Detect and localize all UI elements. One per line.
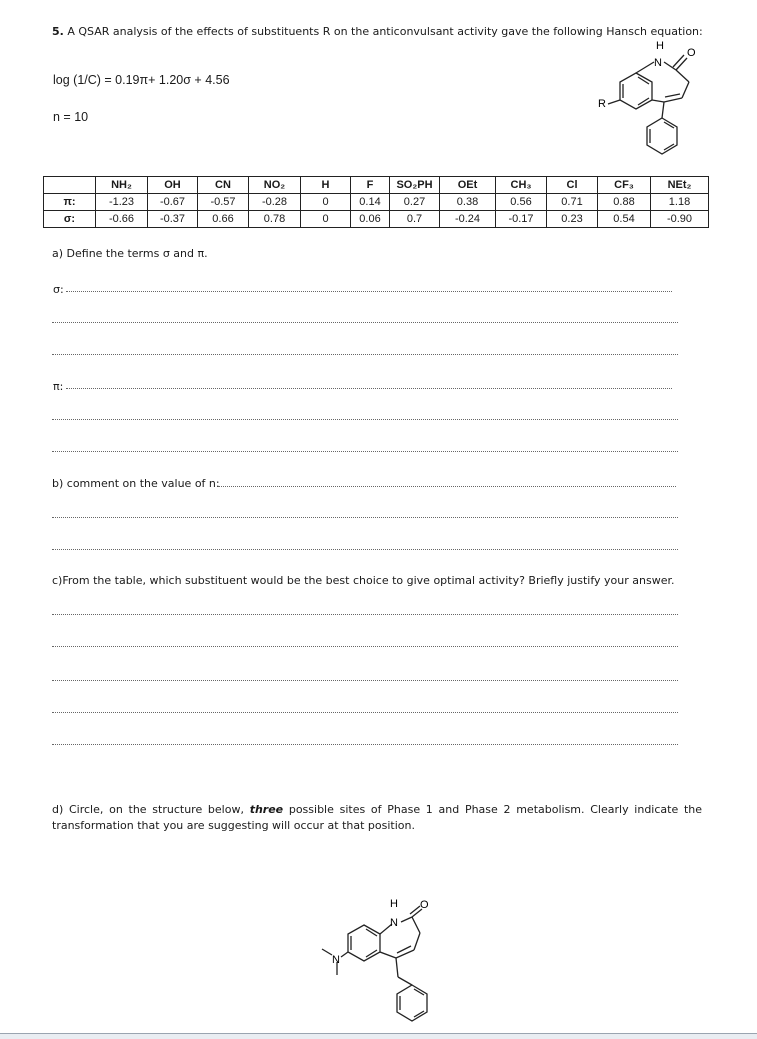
pi-cell: -0.28 bbox=[249, 194, 301, 211]
label-o-bottom: O bbox=[420, 899, 429, 911]
structure-top bbox=[588, 36, 708, 162]
n-value: n = 10 bbox=[53, 110, 89, 124]
part-a-sigma-label: σ: bbox=[53, 283, 64, 296]
label-h-top: H bbox=[656, 40, 664, 52]
header-cell: CN bbox=[198, 177, 249, 194]
pi-cell: 0.56 bbox=[496, 194, 547, 211]
header-cell: SO₂PH bbox=[390, 177, 440, 194]
answer-line-c-3[interactable] bbox=[52, 680, 678, 681]
answer-line-c-1[interactable] bbox=[52, 614, 678, 615]
answer-line-sigma-2[interactable] bbox=[52, 322, 678, 323]
pi-cell: 0 bbox=[301, 194, 351, 211]
phenyl-ring-top bbox=[647, 118, 677, 154]
table-row-pi bbox=[44, 194, 709, 211]
header-cell: H bbox=[301, 177, 351, 194]
answer-line-c-4[interactable] bbox=[52, 712, 678, 713]
answer-line-pi-2[interactable] bbox=[52, 419, 678, 420]
pi-cell: -0.57 bbox=[198, 194, 249, 211]
pi-cell: -1.23 bbox=[96, 194, 148, 211]
table-header-row bbox=[44, 177, 709, 194]
row-label-sigma: σ: bbox=[44, 211, 96, 228]
sigma-cell: 0.7 bbox=[390, 211, 440, 228]
answer-line-c-2[interactable] bbox=[52, 646, 678, 647]
header-cell: OEt bbox=[440, 177, 496, 194]
header-cell: NH₂ bbox=[96, 177, 148, 194]
pi-cell: 0.27 bbox=[390, 194, 440, 211]
sigma-cell: 0.66 bbox=[198, 211, 249, 228]
row-label-pi: π: bbox=[44, 194, 96, 211]
pi-cell: 0.14 bbox=[351, 194, 390, 211]
answer-line-pi-3[interactable] bbox=[52, 451, 678, 452]
structure-bottom[interactable] bbox=[308, 895, 444, 1027]
answer-line-pi-1[interactable] bbox=[66, 388, 672, 389]
sigma-cell: 0 bbox=[301, 211, 351, 228]
label-h-bottom: H bbox=[390, 898, 398, 910]
sigma-cell: -0.90 bbox=[651, 211, 709, 228]
part-a-pi-label: π: bbox=[53, 380, 64, 393]
page-bottom-edge bbox=[0, 1033, 757, 1039]
substituent-table bbox=[43, 176, 709, 228]
benzene-ring-top bbox=[620, 73, 652, 109]
part-d-suffix: possible sites of Phase 1 and Phase 2 metabolism. Clearly indicate the transformation that you are suggesting will occur at that position. bbox=[52, 803, 703, 832]
part-c-prompt: c)From the table, which substituent would be the best choice to give optimal activity? Briefly justify your answer. bbox=[52, 574, 675, 587]
pi-cell: 0.88 bbox=[598, 194, 651, 211]
answer-line-b-1[interactable] bbox=[218, 486, 676, 487]
sigma-cell: 0.06 bbox=[351, 211, 390, 228]
header-cell: OH bbox=[148, 177, 198, 194]
sigma-cell: 0.78 bbox=[249, 211, 301, 228]
answer-line-b-3[interactable] bbox=[52, 549, 678, 550]
header-cell: NEt₂ bbox=[651, 177, 709, 194]
label-r-top: R bbox=[598, 98, 606, 110]
table-corner-cell bbox=[44, 177, 96, 194]
part-b-prompt: b) comment on the value of n: bbox=[52, 477, 220, 490]
question-text: A QSAR analysis of the effects of substituents R on the anticonvulsant activity gave the following Hansch equation: bbox=[67, 25, 703, 38]
header-cell: Cl bbox=[547, 177, 598, 194]
sigma-cell: -0.66 bbox=[96, 211, 148, 228]
label-n-amine-bottom: N bbox=[332, 954, 340, 966]
sigma-cell: -0.17 bbox=[496, 211, 547, 228]
sigma-cell: 0.54 bbox=[598, 211, 651, 228]
header-cell: NO₂ bbox=[249, 177, 301, 194]
header-cell: CH₃ bbox=[496, 177, 547, 194]
table-row-sigma bbox=[44, 211, 709, 228]
answer-line-sigma-1[interactable] bbox=[66, 291, 672, 292]
sigma-cell: -0.37 bbox=[148, 211, 198, 228]
question-number: 5. bbox=[52, 25, 64, 38]
answer-line-c-5[interactable] bbox=[52, 744, 678, 745]
header-cell: F bbox=[351, 177, 390, 194]
part-a-prompt: a) Define the terms σ and π. bbox=[52, 247, 208, 260]
answer-line-sigma-3[interactable] bbox=[52, 354, 678, 355]
sigma-cell: -0.24 bbox=[440, 211, 496, 228]
part-d-prompt bbox=[52, 802, 702, 834]
pi-cell: -0.67 bbox=[148, 194, 198, 211]
label-o-top: O bbox=[687, 47, 696, 59]
answer-line-b-2[interactable] bbox=[52, 517, 678, 518]
part-d-prefix: d) Circle, on the structure below, bbox=[52, 803, 250, 816]
label-n-top: N bbox=[654, 57, 662, 69]
benzene-ring-bottom bbox=[348, 925, 380, 961]
sigma-cell: 0.23 bbox=[547, 211, 598, 228]
phenyl-ring-bottom bbox=[397, 985, 427, 1021]
part-d-emphasis: three bbox=[249, 803, 284, 816]
hansch-equation: log (1/C) = 0.19π+ 1.20σ + 4.56 bbox=[53, 73, 230, 87]
pi-cell: 0.38 bbox=[440, 194, 496, 211]
pi-cell: 1.18 bbox=[651, 194, 709, 211]
label-n-ring-bottom: N bbox=[390, 917, 398, 929]
header-cell: CF₃ bbox=[598, 177, 651, 194]
pi-cell: 0.71 bbox=[547, 194, 598, 211]
